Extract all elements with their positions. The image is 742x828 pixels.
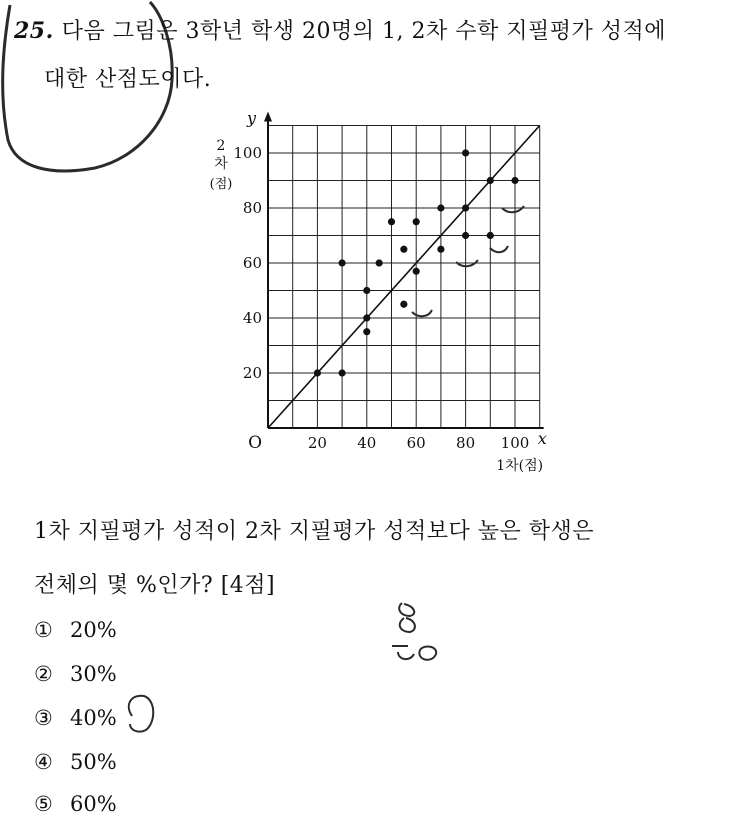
data-point [413, 218, 420, 225]
question-text-1: 다음 그림은 3학년 학생 20명의 1, 2차 수학 지필평가 성적에 [61, 19, 666, 44]
pencil-scribbles [129, 206, 524, 732]
y-tick-label: 40 [242, 309, 262, 327]
reference-line [268, 126, 540, 429]
data-point [339, 369, 346, 376]
data-point [413, 268, 420, 275]
data-point [363, 314, 370, 321]
data-point [487, 177, 494, 184]
x-variable-label: x [537, 429, 547, 448]
choice-5[interactable] [34, 792, 117, 816]
x-tick-label: 40 [357, 434, 377, 452]
prompt-line-2: 전체의 몇 %인가? [4점] [34, 573, 276, 598]
x-tick-label: 20 [307, 434, 327, 452]
choice-4-text: 50% [70, 750, 117, 774]
choice-4[interactable] [34, 750, 117, 774]
choice-3[interactable] [34, 706, 117, 730]
choice-5-text: 60% [70, 792, 117, 816]
question-number: 25. [14, 18, 54, 44]
y-tick-label: 100 [233, 144, 262, 162]
y-axis-label-mid: 차 [214, 156, 228, 172]
data-point [462, 149, 469, 156]
choice-4-marker: ④ [34, 750, 53, 774]
data-point [462, 204, 469, 211]
choice-2-marker: ② [34, 662, 53, 686]
data-point [462, 232, 469, 239]
data-point [339, 259, 346, 266]
x-tick-label: 80 [456, 434, 476, 452]
y-variable-label: y [246, 108, 256, 128]
y-tick-label: 80 [242, 199, 262, 217]
origin-label: O [248, 433, 262, 453]
y-axis-arrow [264, 112, 272, 122]
data-point [363, 287, 370, 294]
choice-2-text: 30% [70, 662, 117, 686]
x-tick-label: 60 [406, 434, 426, 452]
question-text-2: 대한 산점도이다. [44, 67, 212, 92]
prompt-line-1: 1차 지필평가 성적이 2차 지필평가 성적보다 높은 학생은 [34, 519, 594, 544]
data-point [314, 369, 321, 376]
choice-3-marker: ③ [34, 706, 53, 730]
choice-2[interactable] [34, 662, 117, 686]
y-axis-label-bottom: (점) [209, 177, 233, 192]
data-point [363, 328, 370, 335]
data-point [511, 177, 518, 184]
data-point [437, 204, 444, 211]
y-tick-label: 20 [242, 364, 262, 382]
y-tick-label: 60 [242, 254, 262, 272]
x-tick-label: 100 [500, 434, 530, 452]
data-point [400, 246, 407, 253]
choice-1-marker: ① [34, 618, 53, 642]
question-line-1 [14, 14, 666, 45]
y-axis-label-top: 2 [216, 138, 226, 154]
x-axis-label: 1차(점) [496, 458, 544, 474]
data-point [388, 218, 395, 225]
choice-1-text: 20% [70, 618, 117, 642]
data-point [376, 259, 383, 266]
scatter-plot [210, 109, 547, 475]
choice-1[interactable] [34, 618, 117, 642]
choice-5-marker: ⑤ [34, 792, 53, 816]
data-point [400, 301, 407, 308]
data-point [437, 246, 444, 253]
data-point [487, 232, 494, 239]
choice-3-text: 40% [70, 706, 117, 730]
